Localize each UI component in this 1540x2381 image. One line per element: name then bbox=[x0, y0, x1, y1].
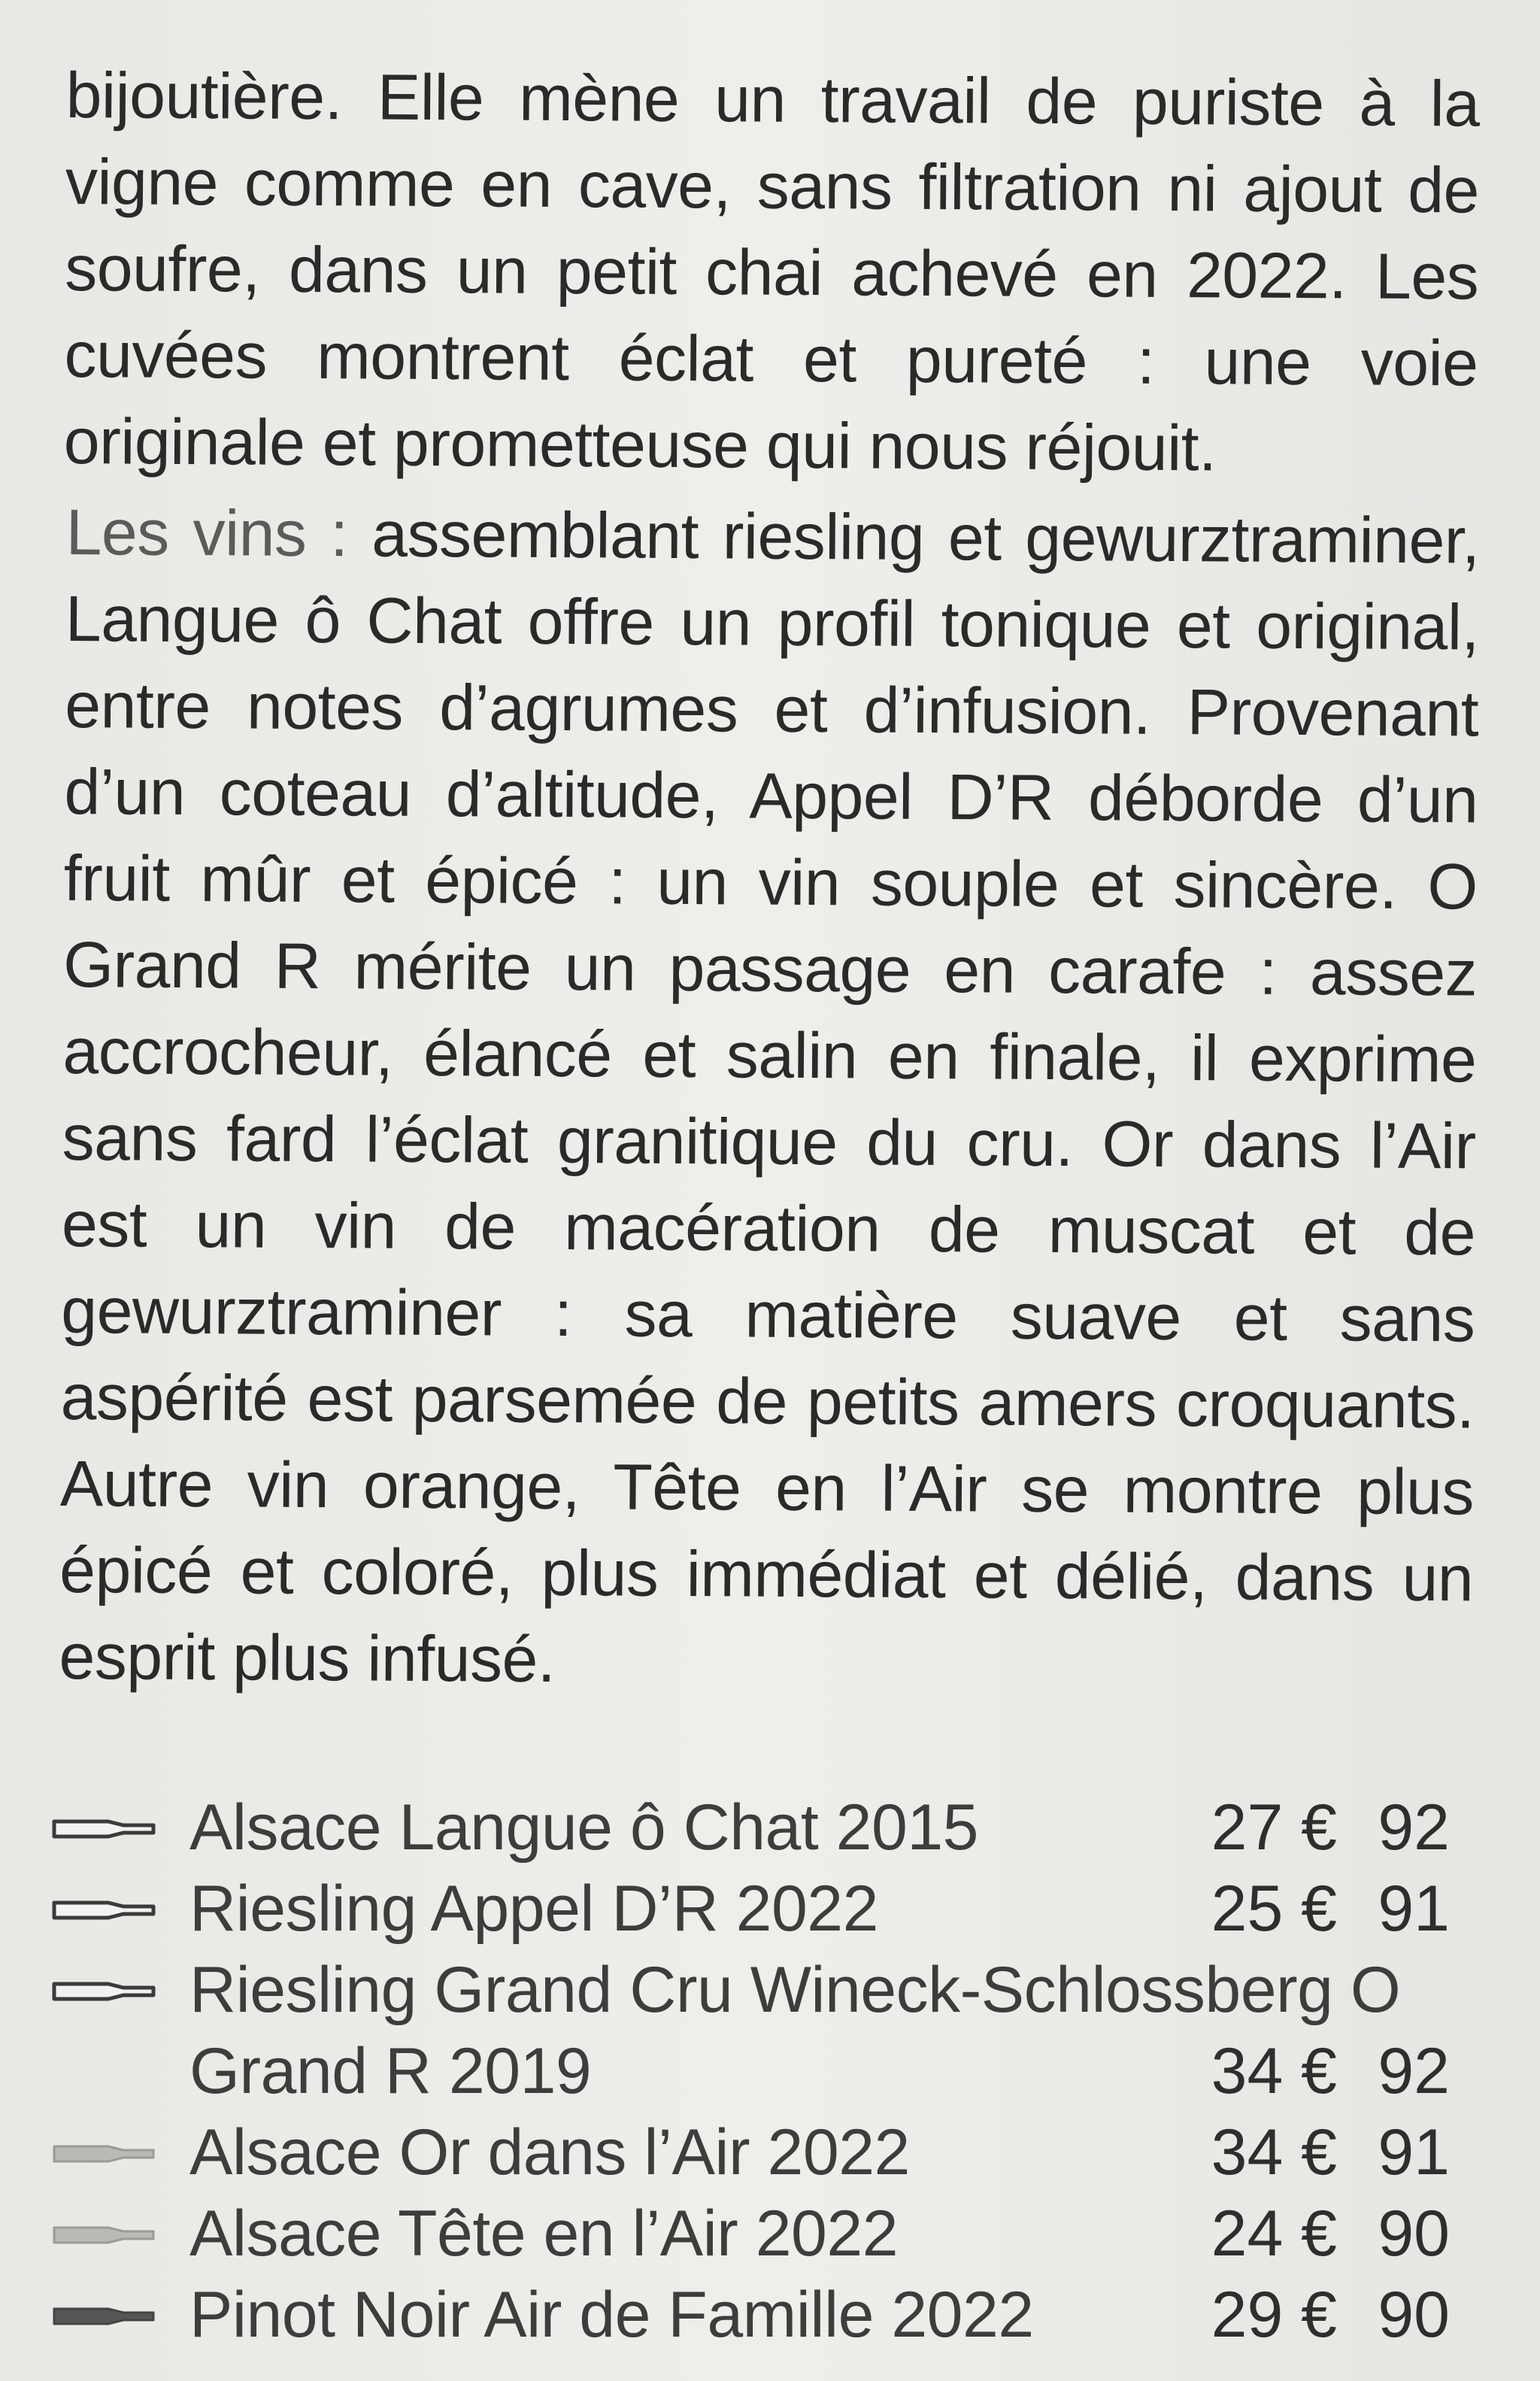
white-wine-bottle-icon bbox=[51, 1897, 156, 1924]
wine-name: Alsace Or dans l’Air 2022 bbox=[189, 2116, 910, 2188]
wine-name: Alsace Langue ô Chat 2015 bbox=[189, 1791, 978, 1864]
review-text bbox=[59, 53, 1480, 1700]
wine-entry bbox=[51, 1868, 1450, 1949]
white-wine-bottle-icon bbox=[51, 1978, 156, 2005]
white-wine-bottle-icon bbox=[51, 1815, 156, 1843]
wine-entry bbox=[51, 2193, 1450, 2274]
wine-score: 90 bbox=[1378, 2197, 1450, 2270]
wine-score: 91 bbox=[1378, 2116, 1450, 2188]
wine-score: 91 bbox=[1378, 1873, 1450, 1945]
wine-price: 24 € bbox=[1211, 2197, 1337, 2270]
wine-name: Riesling Appel D’R 2022 bbox=[189, 1873, 878, 1945]
wine-entry bbox=[51, 2112, 1450, 2193]
wine-entry bbox=[51, 1949, 1450, 2112]
wine-price: 34 € bbox=[1211, 2035, 1337, 2107]
wine-entry bbox=[51, 1787, 1450, 1868]
wines-label: Les vins : bbox=[65, 496, 348, 571]
orange-wine-bottle-icon bbox=[51, 2140, 156, 2167]
wine-list bbox=[51, 1787, 1450, 2355]
wines-paragraph bbox=[59, 490, 1480, 1709]
wine-price: 25 € bbox=[1211, 1873, 1337, 1945]
wine-price: 29 € bbox=[1211, 2279, 1337, 2351]
wine-score: 92 bbox=[1378, 1791, 1450, 1864]
wines-description: assemblant riesling et gewurztraminer, Langue ô Chat offre un profil tonique et original, entre notes d’agrumes et d’infusion. Provenant d’un coteau d’altitude, Appel D’R déborde d’un fruit mûr et épicé : un vin souple et sincère. O Grand R mérite un passage en carafe : assez accrocheur, élancé et salin en finale, il exprime sans fard l’éclat granitique du cru. Or dans l’Air est un vin de macération de muscat et de gewurztraminer : sa matière suave et sans aspérité est parsemée de petits amers croquants. Autre vin orange, Tête en l’Air se montre plus épicé et coloré, plus immédiat et délié, dans un esprit plus infusé. bbox=[59, 498, 1480, 1697]
wine-name: Riesling Grand Cru Wineck-Schlossberg O Grand R 2019 bbox=[189, 1954, 1401, 2107]
red-wine-bottle-icon bbox=[51, 2303, 156, 2330]
wine-price: 34 € bbox=[1211, 2116, 1337, 2188]
wine-score: 92 bbox=[1378, 2035, 1450, 2107]
wine-name: Pinot Noir Air de Famille 2022 bbox=[189, 2279, 1034, 2351]
wine-entry bbox=[51, 2274, 1450, 2355]
orange-wine-bottle-icon bbox=[51, 2222, 156, 2249]
wine-score: 90 bbox=[1378, 2279, 1450, 2351]
wine-name: Alsace Tête en l’Air 2022 bbox=[189, 2197, 899, 2270]
producer-paragraph: bijoutière. Elle mène un travail de puriste à la vigne comme en cave, sans filtration ni ajout de soufre, dans un petit chai achevé en 2022. Les cuvées montrent éclat et pureté : une voie originale et prometteuse qui nous réjouit. bbox=[63, 59, 1480, 485]
wine-price: 27 € bbox=[1211, 1791, 1337, 1864]
